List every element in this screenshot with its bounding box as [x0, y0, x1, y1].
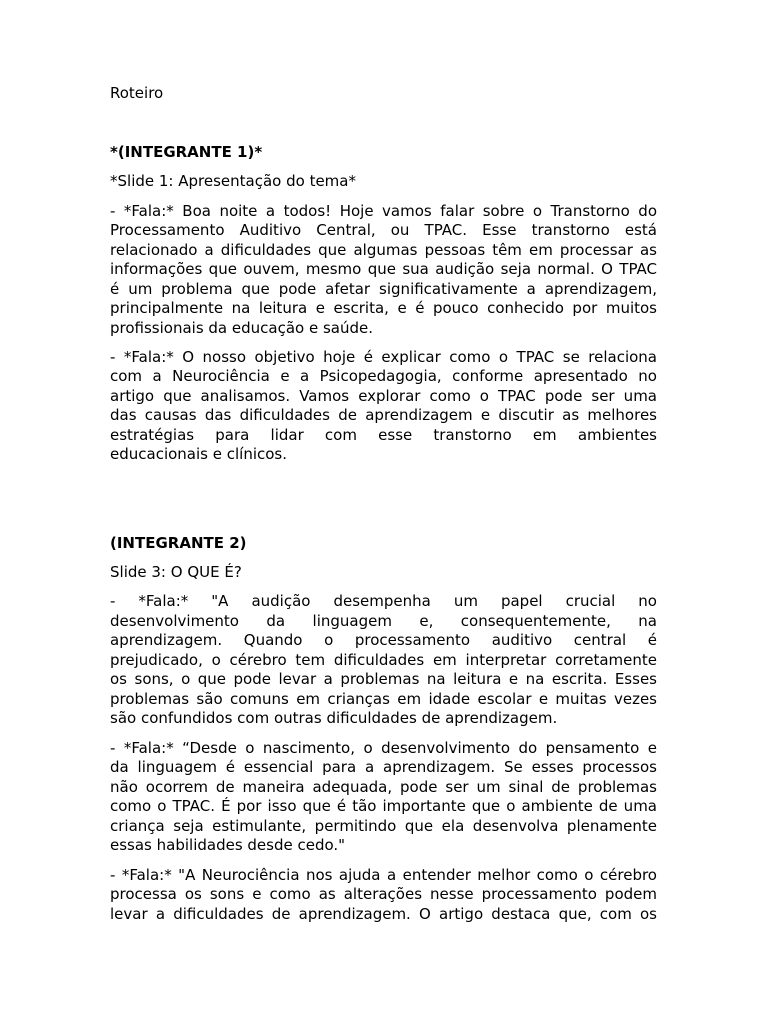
- text-line: não ocorrem de maneira adequada, pode ser um sinal de problemas: [110, 777, 657, 796]
- text-line: - *Fala:* "A audição desempenha um papel crucial no: [110, 592, 657, 611]
- text-line: - *Fala:* O nosso objetivo hoje é explicar como o TPAC se relaciona: [110, 347, 657, 366]
- text-line: com a Neurociência e a Psicopedagogia, conforme apresentado no: [110, 367, 657, 386]
- text-line: problemas são comuns em crianças em idade escolar e muitas vezes: [110, 689, 657, 708]
- text-line: - *Fala:* “Desde o nascimento, o desenvolvimento do pensamento e: [110, 738, 657, 757]
- text-line: relacionado a dificuldades que algumas pessoas têm em processar as: [110, 240, 657, 259]
- text-line: das causas das dificuldades de aprendizagem e discutir as melhores: [110, 406, 657, 425]
- text-line: artigo que analisamos. Vamos explorar como o TPAC pode ser uma: [110, 386, 657, 405]
- slide-title: [110, 563, 657, 583]
- text-line: da linguagem é essencial para a aprendizagem. Se esses processos: [110, 758, 657, 777]
- text-line: como o TPAC. É por isso que é tão importante que o ambiente de uma: [110, 797, 657, 816]
- text-line: educacionais e clínicos.: [110, 445, 287, 464]
- text-line: - *Fala:* "A Neurociência nos ajuda a entender melhor como o cérebro: [110, 865, 657, 884]
- speech-paragraph: [110, 739, 657, 856]
- text-line: essas habilidades desde cedo.": [110, 836, 346, 855]
- text-line: Processamento Auditivo Central, ou TPAC. Esse transtorno está: [110, 221, 657, 240]
- speech-paragraph: [110, 592, 657, 729]
- text-line: criança seja estimulante, permitindo que ela desenvolva plenamente: [110, 816, 657, 835]
- speaker-heading-text: *(INTEGRANTE 1)*: [110, 142, 263, 161]
- speaker-heading: [110, 534, 657, 554]
- text-line: são confundidos com outras dificuldades de aprendizagem.: [110, 709, 558, 728]
- speech-paragraph: [110, 866, 657, 925]
- speaker-heading: [110, 143, 657, 163]
- speaker-heading-text: (INTEGRANTE 2): [110, 533, 247, 552]
- blank-line: [110, 113, 657, 133]
- text-line: - *Fala:* Boa noite a todos! Hoje vamos falar sobre o Transtorno do: [110, 201, 657, 220]
- text-line: prejudicado, o cérebro tem dificuldades em interpretar corretamente: [110, 650, 657, 669]
- title-text: Roteiro: [110, 84, 164, 102]
- speech-paragraph: [110, 202, 657, 339]
- text-line: os sons, o que pode levar a problemas na leitura e na escrita. Esses: [110, 670, 657, 689]
- document-body: [110, 84, 657, 934]
- slide-title-text: Slide 3: O QUE É?: [110, 563, 242, 582]
- text-line: aprendizagem. Quando o processamento auditivo central é: [110, 631, 657, 650]
- text-line: levar a dificuldades de aprendizagem. O artigo destaca que, com os: [110, 904, 657, 923]
- text-line: informações que ouvem, mesmo que sua audição seja normal. O TPAC: [110, 260, 657, 279]
- speech-paragraph: [110, 348, 657, 465]
- text-line: profissionais da educação e saúde.: [110, 318, 373, 337]
- text-line: desenvolvimento da linguagem e, consequentemente, na: [110, 611, 657, 630]
- slide-title: [110, 172, 657, 192]
- document-title: [110, 84, 657, 104]
- slide-title-text: *Slide 1: Apresentação do tema*: [110, 172, 356, 191]
- text-line: é um problema que pode afetar significativamente a aprendizagem,: [110, 279, 657, 298]
- text-line: principalmente na leitura e escrita, e é pouco conhecido por muitos: [110, 299, 657, 318]
- blank-line: [110, 475, 657, 495]
- blank-line: [110, 504, 657, 524]
- text-line: processa os sons e como as alterações nesse processamento podem: [110, 885, 657, 904]
- text-line: estratégias para lidar com esse transtorno em ambientes: [110, 425, 657, 444]
